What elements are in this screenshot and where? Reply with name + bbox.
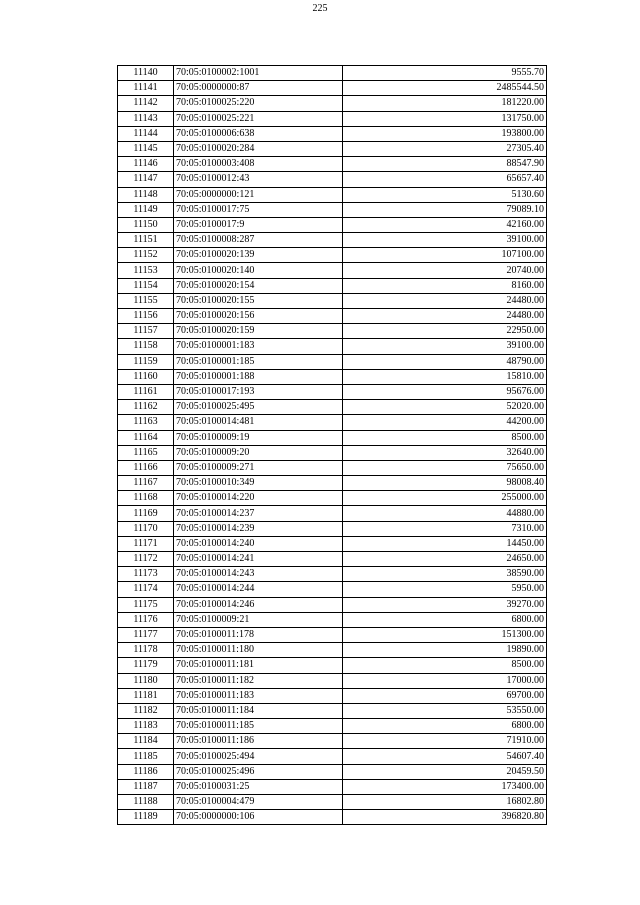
cadastral-number-cell: 70:05:0100003:408: [174, 157, 343, 172]
page-number: 225: [312, 3, 328, 14]
row-number-cell: 11168: [118, 491, 174, 506]
row-number-cell: 11181: [118, 688, 174, 703]
cadastral-number-cell: 70:05:0100009:21: [174, 612, 343, 627]
value-cell: 95676.00: [343, 384, 547, 399]
row-number-cell: 11183: [118, 719, 174, 734]
cadastral-number-cell: 70:05:0100020:159: [174, 324, 343, 339]
row-number-cell: 11189: [118, 810, 174, 825]
cadastral-number-cell: 70:05:0100009:20: [174, 445, 343, 460]
row-number-cell: 11185: [118, 749, 174, 764]
row-number-cell: 11178: [118, 643, 174, 658]
cadastral-number-cell: 70:05:0100017:75: [174, 202, 343, 217]
row-number-cell: 11172: [118, 552, 174, 567]
value-cell: 396820.80: [343, 810, 547, 825]
row-number-cell: 11180: [118, 673, 174, 688]
value-cell: 15810.00: [343, 369, 547, 384]
row-number-cell: 11144: [118, 126, 174, 141]
cadastral-number-cell: 70:05:0100020:154: [174, 278, 343, 293]
cadastral-number-cell: 70:05:0100014:243: [174, 567, 343, 582]
cadastral-number-cell: 70:05:0100008:287: [174, 233, 343, 248]
value-cell: 24650.00: [343, 552, 547, 567]
value-cell: 24480.00: [343, 293, 547, 308]
row-number-cell: 11146: [118, 157, 174, 172]
value-cell: 6800.00: [343, 612, 547, 627]
value-cell: 44880.00: [343, 506, 547, 521]
value-cell: 71910.00: [343, 734, 547, 749]
row-number-cell: 11169: [118, 506, 174, 521]
cadastral-number-cell: 70:05:0100025:220: [174, 96, 343, 111]
cadastral-number-cell: 70:05:0100025:494: [174, 749, 343, 764]
row-number-cell: 11156: [118, 309, 174, 324]
cadastral-number-cell: 70:05:0100014:237: [174, 506, 343, 521]
table-row: [118, 643, 547, 658]
table-row: [118, 81, 547, 96]
value-cell: 39270.00: [343, 597, 547, 612]
value-cell: 42160.00: [343, 217, 547, 232]
table-row: [118, 582, 547, 597]
table-row: [118, 521, 547, 536]
value-cell: 9555.70: [343, 66, 547, 81]
table-row: [118, 126, 547, 141]
row-number-cell: 11140: [118, 66, 174, 81]
table-row: [118, 202, 547, 217]
table-row: [118, 491, 547, 506]
table-row: [118, 187, 547, 202]
row-number-cell: 11184: [118, 734, 174, 749]
table-row: [118, 309, 547, 324]
value-cell: 8500.00: [343, 658, 547, 673]
table-row: [118, 248, 547, 263]
cadastral-number-cell: 70:05:0100017:9: [174, 217, 343, 232]
cadastral-number-cell: 70:05:0100020:155: [174, 293, 343, 308]
value-cell: 79089.10: [343, 202, 547, 217]
row-number-cell: 11167: [118, 476, 174, 491]
table-row: [118, 400, 547, 415]
cadastral-number-cell: 70:05:0100014:241: [174, 552, 343, 567]
table-row: [118, 141, 547, 156]
cadastral-number-cell: 70:05:0100011:182: [174, 673, 343, 688]
row-number-cell: 11155: [118, 293, 174, 308]
cadastral-number-cell: 70:05:0100020:284: [174, 141, 343, 156]
row-number-cell: 11163: [118, 415, 174, 430]
cadastral-number-cell: 70:05:0100010:349: [174, 476, 343, 491]
table-row: [118, 339, 547, 354]
row-number-cell: 11154: [118, 278, 174, 293]
value-cell: 39100.00: [343, 233, 547, 248]
value-cell: 44200.00: [343, 415, 547, 430]
row-number-cell: 11145: [118, 141, 174, 156]
table-row: [118, 810, 547, 825]
row-number-cell: 11174: [118, 582, 174, 597]
value-cell: 107100.00: [343, 248, 547, 263]
table-row: [118, 506, 547, 521]
value-cell: 173400.00: [343, 779, 547, 794]
value-cell: 181220.00: [343, 96, 547, 111]
data-table: [117, 65, 547, 825]
table-row: [118, 795, 547, 810]
table-row: [118, 552, 547, 567]
row-number-cell: 11158: [118, 339, 174, 354]
row-number-cell: 11160: [118, 369, 174, 384]
row-number-cell: 11188: [118, 795, 174, 810]
cadastral-number-cell: 70:05:0100025:221: [174, 111, 343, 126]
value-cell: 24480.00: [343, 309, 547, 324]
value-cell: 98008.40: [343, 476, 547, 491]
value-cell: 48790.00: [343, 354, 547, 369]
row-number-cell: 11151: [118, 233, 174, 248]
table-row: [118, 460, 547, 475]
row-number-cell: 11149: [118, 202, 174, 217]
row-number-cell: 11182: [118, 703, 174, 718]
cadastral-number-cell: 70:05:0100020:139: [174, 248, 343, 263]
table-row: [118, 658, 547, 673]
row-number-cell: 11161: [118, 384, 174, 399]
value-cell: 7310.00: [343, 521, 547, 536]
value-cell: 20459.50: [343, 764, 547, 779]
row-number-cell: 11165: [118, 445, 174, 460]
cadastral-number-cell: 70:05:0100011:181: [174, 658, 343, 673]
table-row: [118, 445, 547, 460]
value-cell: 22950.00: [343, 324, 547, 339]
table-row: [118, 324, 547, 339]
table-row: [118, 96, 547, 111]
cadastral-number-cell: 70:05:0100025:496: [174, 764, 343, 779]
row-number-cell: 11177: [118, 627, 174, 642]
table-row: [118, 567, 547, 582]
table-row: [118, 779, 547, 794]
cadastral-number-cell: 70:05:0100001:188: [174, 369, 343, 384]
value-cell: 151300.00: [343, 627, 547, 642]
table-row: [118, 157, 547, 172]
table-row: [118, 217, 547, 232]
table-row: [118, 369, 547, 384]
cadastral-number-cell: 70:05:0100011:180: [174, 643, 343, 658]
value-cell: 16802.80: [343, 795, 547, 810]
cadastral-number-cell: 70:05:0100009:19: [174, 430, 343, 445]
table-row: [118, 415, 547, 430]
row-number-cell: 11171: [118, 536, 174, 551]
row-number-cell: 11147: [118, 172, 174, 187]
row-number-cell: 11148: [118, 187, 174, 202]
table-row: [118, 384, 547, 399]
value-cell: 38590.00: [343, 567, 547, 582]
value-cell: 17000.00: [343, 673, 547, 688]
cadastral-number-cell: 70:05:0100014:240: [174, 536, 343, 551]
cadastral-number-cell: 70:05:0100014:239: [174, 521, 343, 536]
value-cell: 193800.00: [343, 126, 547, 141]
value-cell: 131750.00: [343, 111, 547, 126]
row-number-cell: 11176: [118, 612, 174, 627]
row-number-cell: 11153: [118, 263, 174, 278]
table-row: [118, 734, 547, 749]
row-number-cell: 11141: [118, 81, 174, 96]
value-cell: 8160.00: [343, 278, 547, 293]
cadastral-number-cell: 70:05:0100009:271: [174, 460, 343, 475]
table-row: [118, 764, 547, 779]
cadastral-number-cell: 70:05:0100011:183: [174, 688, 343, 703]
value-cell: 65657.40: [343, 172, 547, 187]
table-body: [118, 66, 547, 825]
value-cell: 19890.00: [343, 643, 547, 658]
row-number-cell: 11179: [118, 658, 174, 673]
cadastral-number-cell: 70:05:0100001:183: [174, 339, 343, 354]
cadastral-number-cell: 70:05:0100011:185: [174, 719, 343, 734]
cadastral-number-cell: 70:05:0100006:638: [174, 126, 343, 141]
table-row: [118, 111, 547, 126]
cadastral-number-cell: 70:05:0100001:185: [174, 354, 343, 369]
cadastral-number-cell: 70:05:0000000:87: [174, 81, 343, 96]
value-cell: 2485544.50: [343, 81, 547, 96]
value-cell: 75650.00: [343, 460, 547, 475]
cadastral-number-cell: 70:05:0000000:106: [174, 810, 343, 825]
row-number-cell: 11170: [118, 521, 174, 536]
value-cell: 54607.40: [343, 749, 547, 764]
value-cell: 5950.00: [343, 582, 547, 597]
row-number-cell: 11164: [118, 430, 174, 445]
row-number-cell: 11186: [118, 764, 174, 779]
table-row: [118, 749, 547, 764]
row-number-cell: 11157: [118, 324, 174, 339]
cadastral-number-cell: 70:05:0100002:1001: [174, 66, 343, 81]
value-cell: 39100.00: [343, 339, 547, 354]
cadastral-number-cell: 70:05:0100014:246: [174, 597, 343, 612]
row-number-cell: 11162: [118, 400, 174, 415]
value-cell: 5130.60: [343, 187, 547, 202]
table-row: [118, 233, 547, 248]
table-row: [118, 278, 547, 293]
table-row: [118, 354, 547, 369]
row-number-cell: 11159: [118, 354, 174, 369]
cadastral-number-cell: 70:05:0100011:184: [174, 703, 343, 718]
row-number-cell: 11142: [118, 96, 174, 111]
cadastral-number-cell: 70:05:0100017:193: [174, 384, 343, 399]
value-cell: 88547.90: [343, 157, 547, 172]
value-cell: 14450.00: [343, 536, 547, 551]
row-number-cell: 11175: [118, 597, 174, 612]
cadastral-number-cell: 70:05:0100004:479: [174, 795, 343, 810]
cadastral-number-cell: 70:05:0100014:481: [174, 415, 343, 430]
value-cell: 27305.40: [343, 141, 547, 156]
table-row: [118, 476, 547, 491]
cadastral-number-cell: 70:05:0100020:156: [174, 309, 343, 324]
cadastral-number-cell: 70:05:0100011:186: [174, 734, 343, 749]
value-cell: 32640.00: [343, 445, 547, 460]
row-number-cell: 11150: [118, 217, 174, 232]
table-row: [118, 612, 547, 627]
table-row: [118, 66, 547, 81]
value-cell: 69700.00: [343, 688, 547, 703]
table-row: [118, 719, 547, 734]
table-row: [118, 430, 547, 445]
table-row: [118, 536, 547, 551]
table-row: [118, 627, 547, 642]
cadastral-number-cell: 70:05:0100014:220: [174, 491, 343, 506]
table-row: [118, 263, 547, 278]
value-cell: 52020.00: [343, 400, 547, 415]
table-row: [118, 703, 547, 718]
row-number-cell: 11173: [118, 567, 174, 582]
row-number-cell: 11187: [118, 779, 174, 794]
cadastral-number-cell: 70:05:0100025:495: [174, 400, 343, 415]
value-cell: 6800.00: [343, 719, 547, 734]
value-cell: 53550.00: [343, 703, 547, 718]
row-number-cell: 11166: [118, 460, 174, 475]
value-cell: 20740.00: [343, 263, 547, 278]
table-row: [118, 172, 547, 187]
cadastral-number-cell: 70:05:0100014:244: [174, 582, 343, 597]
table-row: [118, 293, 547, 308]
cadastral-number-cell: 70:05:0100012:43: [174, 172, 343, 187]
cadastral-number-cell: 70:05:0100011:178: [174, 627, 343, 642]
table-row: [118, 597, 547, 612]
value-cell: 255000.00: [343, 491, 547, 506]
cadastral-number-cell: 70:05:0000000:121: [174, 187, 343, 202]
table-row: [118, 688, 547, 703]
row-number-cell: 11152: [118, 248, 174, 263]
cadastral-number-cell: 70:05:0100020:140: [174, 263, 343, 278]
value-cell: 8500.00: [343, 430, 547, 445]
table-row: [118, 673, 547, 688]
cadastral-number-cell: 70:05:0100031:25: [174, 779, 343, 794]
row-number-cell: 11143: [118, 111, 174, 126]
